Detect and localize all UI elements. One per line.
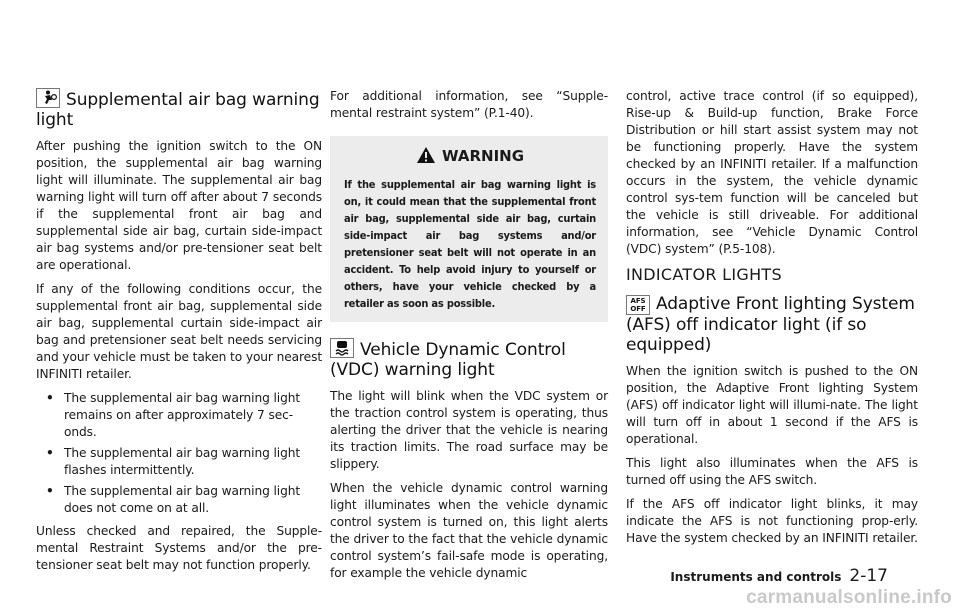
list-item: • The supplemental air bag warning light remains on after approximately 7 sec-onds. — [46, 391, 301, 439]
additional-info-paragraph: For additional information, see “Supple-mental restraint system” (P.1-40). — [330, 89, 608, 120]
afs-paragraph-3: If the AFS off indicator light blinks, it may indicate the AFS is not functioning prop-erly. Have the system checked by an INFINITI retailer. — [626, 497, 918, 545]
column-3 — [626, 88, 918, 554]
warning-box — [330, 136, 608, 322]
airbag-section-title: Supplemental air bag warning light — [36, 90, 320, 130]
column-1 — [36, 88, 322, 581]
vdc-paragraph-1: The light will blink when the VDC system or the traction control system is operating, thus alerting the driver that the vehicle is nearing its traction limits. The road surface may be slippery. — [330, 389, 608, 471]
vdc-section-heading — [330, 338, 608, 380]
afs-paragraph-2: This light also illuminates when the AFS is turned off using the AFS switch. — [626, 456, 918, 487]
warning-triangle-icon — [416, 146, 436, 168]
page-footer — [670, 566, 888, 586]
page-number: 2-17 — [849, 566, 888, 586]
vdc-section-title: Vehicle Dynamic Control (VDC) warning light — [330, 340, 566, 380]
list-item: • The supplemental air bag warning light flashes intermittently. — [46, 446, 301, 477]
column-2 — [330, 88, 608, 589]
bullet-icon: • — [46, 446, 54, 460]
airbag-conditions-list — [36, 390, 322, 517]
airbag-warning-icon — [36, 88, 60, 108]
airbag-paragraph-3: Unless checked and repaired, the Supple-mental Restraint Systems and/or the pre-tensioner seat belt may not function properly. — [36, 524, 322, 572]
watermark: carmanualsonline.info — [746, 587, 952, 608]
vdc-paragraph-2: When the vehicle dynamic control warning light illuminates when the vehicle dynamic control system is turned on, this light alerts the driver to the fact that the vehicle dynamic control system’s fail-safe mode is operating, for example the vehicle dynamic — [330, 481, 608, 580]
bullet-icon: • — [46, 391, 54, 405]
afs-paragraph-1: When the ignition switch is pushed to the ON position, the Adaptive Front lighting System (AFS) off indicator light will illumi-nate. The light will turn off in about 1 second if the AFS is operational. — [626, 364, 918, 446]
list-item: • The supplemental air bag warning light does not come on at all. — [46, 484, 301, 515]
afs-off-icon: AFS OFF — [626, 295, 650, 315]
warning-title: WARNING — [344, 146, 596, 168]
afs-section-title: Adaptive Front lighting System (AFS) off indicator light (if so equipped) — [626, 294, 915, 355]
vdc-continued-paragraph: control, active trace control (if so equipped), Rise-up & Build-up function, Brake Force Distribution or hill start assist system may not be functioning properly. Have the system checked by an INFINITI retailer. If a malfunction occurs in the system, the vehicle dynamic control sys-tem function will be canceled but the vehicle is still driveable. For additional information, see “Vehicle Dynamic Control (VDC) system” (P.5-108). — [626, 89, 918, 256]
warning-text: If the supplemental air bag warning light is on, it could mean that the supplemental front air bag, supplemental side air bag, curtain side-impact air bag systems and/or pretensioner seat belt will not operate in an accident. To help avoid injury to yourself or others, have your vehicle checked by a retailer as soon as possible. — [344, 178, 596, 310]
airbag-paragraph-2: If any of the following conditions occur, the supplemental front air bag, supplemental side air bag, supplemental curtain side-impact air bag and pretensioner seat belt needs servicing and your vehicle must be taken to your nearest INFINITI retailer. — [36, 282, 322, 381]
vdc-warning-icon — [330, 338, 354, 358]
airbag-section-heading — [36, 88, 322, 130]
bullet-icon: • — [46, 484, 54, 498]
chapter-name: Instruments and controls — [670, 570, 842, 584]
indicator-lights-heading: INDICATOR LIGHTS — [626, 265, 782, 284]
afs-section-heading — [626, 294, 918, 355]
airbag-paragraph-1: After pushing the ignition switch to the ON position, the supplemental air bag warning light will illuminate. The supplemental air bag warning light will turn off after about 7 seconds if the supplemental front air bag and supplemental side air bag, curtain side-impact air bag systems and/or pre-tensioner seat belt are operational. — [36, 139, 322, 272]
